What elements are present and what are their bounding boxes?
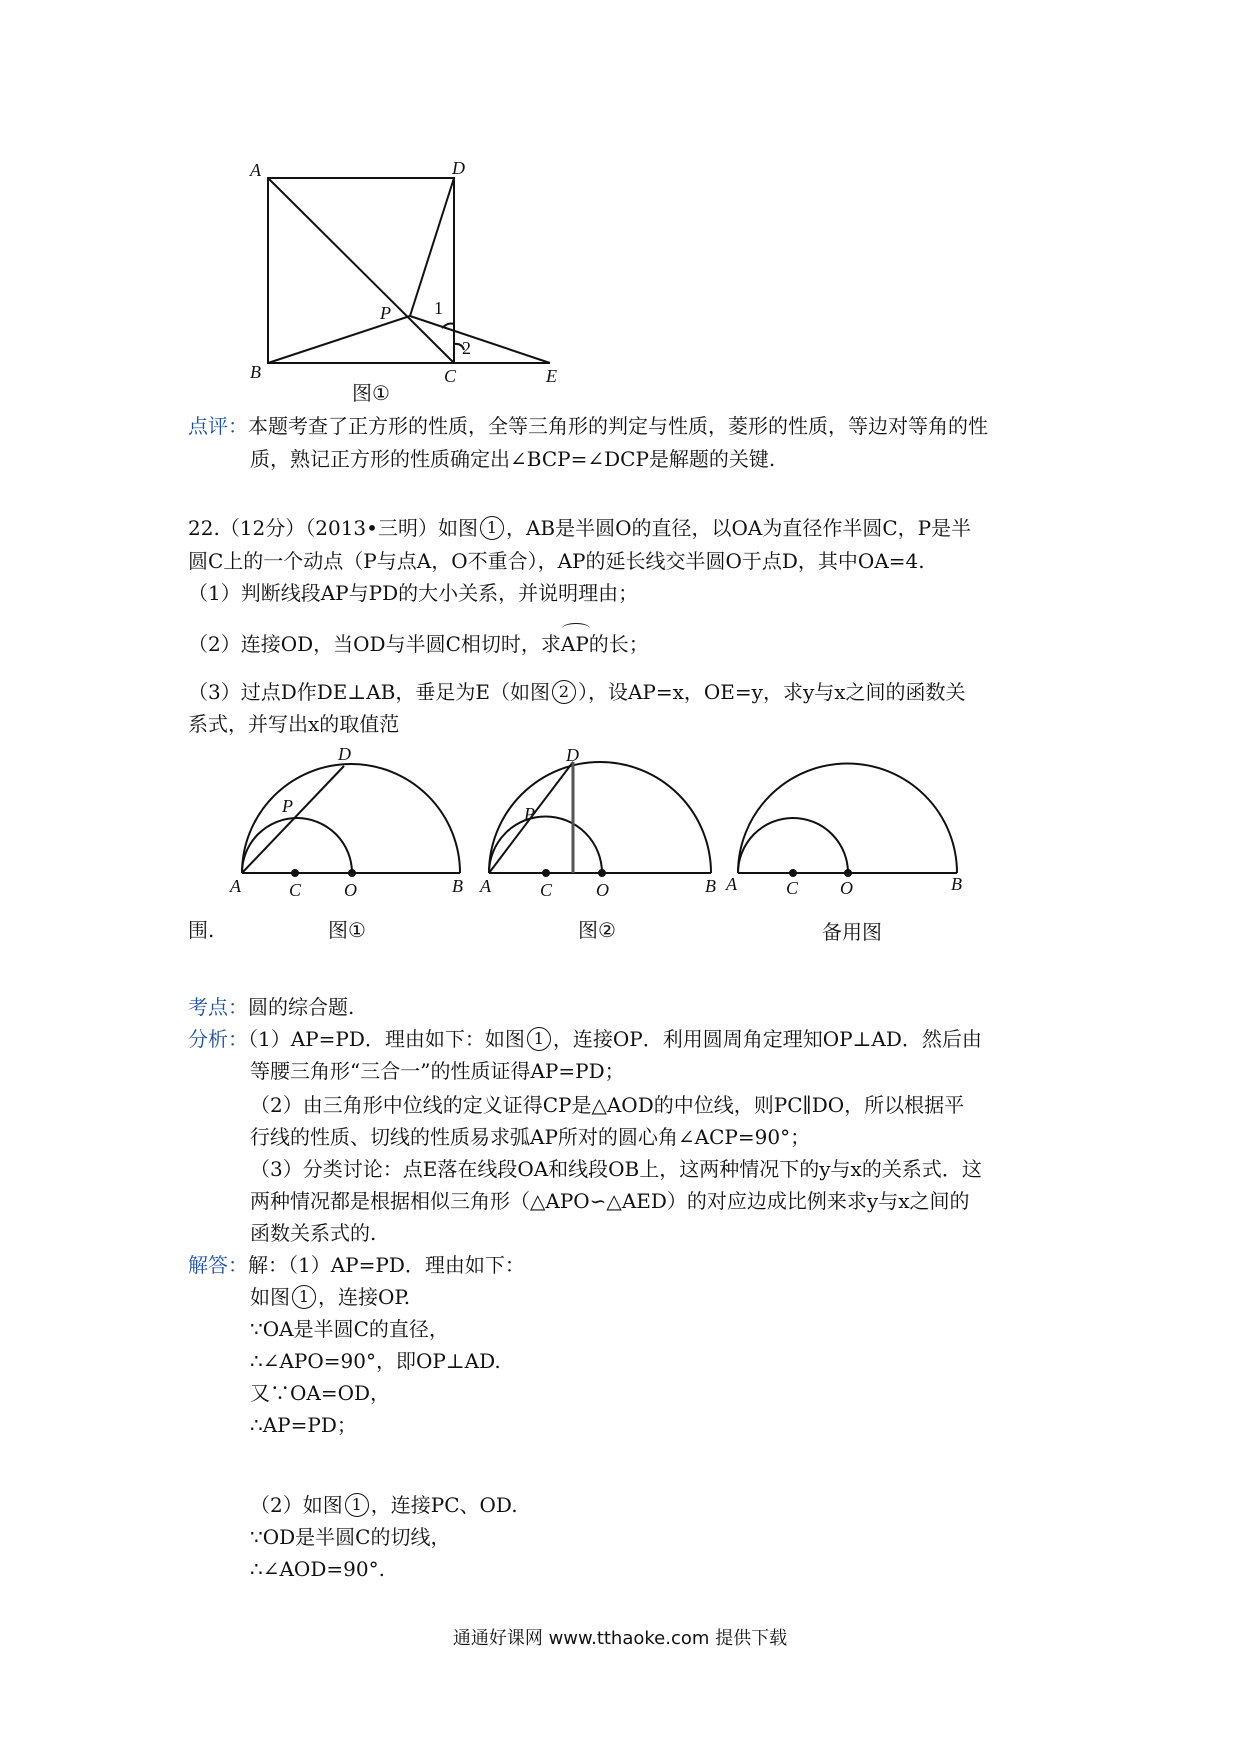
analysis-line-5: （3）分类讨论：点E落在线段OA和线段OB上，这两种情况下的y与x的关系式．这 [250, 1157, 982, 1181]
fig1-semicircle-o [242, 764, 460, 873]
fig3-label-o: O [840, 878, 853, 898]
solution-line-5: 又∵OA=OD， [250, 1381, 391, 1405]
point-label-c: C [444, 366, 457, 386]
circled-number: 1 [527, 1027, 551, 1051]
comment-text-1: 本题考查了正方形的性质，全等三角形的判定与性质，菱形的性质，等边对等角的性 [248, 414, 988, 438]
analysis-line-2: 等腰三角形“三合一”的性质证得AP=PD； [250, 1059, 625, 1083]
analysis-line-1 [188, 1024, 982, 1054]
fig2-label-c: C [540, 880, 553, 900]
problem-q3-line-2: 系式，并写出x的取值范 [188, 712, 400, 736]
solution-text-2b: ，连接OP. [318, 1285, 411, 1309]
fig1-segment-ad [242, 766, 344, 873]
circled-number: 1 [345, 1493, 369, 1517]
analysis-line-4: 行线的性质、切线的性质易求弧AP所对的圆心角∠ACP=90°； [250, 1125, 811, 1149]
comment-line-2: 质，熟记正方形的性质确定出∠BCP=∠DCP是解题的关键. [250, 447, 776, 471]
fig2-semicircle-c [489, 817, 602, 874]
fig3-point-c [789, 869, 797, 877]
fig3-semicircle-c [738, 818, 848, 873]
kaodian-label: 考点： [188, 995, 248, 1019]
fig1-point-c [291, 869, 299, 877]
kaodian-text: 圆的综合题. [248, 995, 355, 1019]
solution-text-1: 解：（1）AP=PD．理由如下： [248, 1253, 525, 1277]
comment-label: 点评： [188, 414, 248, 438]
angle-label-1: 1 [434, 298, 443, 318]
circled-number: 1 [480, 516, 504, 540]
kaodian-line [188, 992, 354, 1022]
fig2-point-c [542, 869, 550, 877]
point-label-a: A [250, 160, 261, 180]
fig1-point-o [348, 869, 356, 877]
problem-line-2: 圆C上的一个动点（P与点A，O不重合），AP的延长线交半圆O于点D，其中OA=4. [188, 549, 925, 573]
problem-text-1b: ，AB是半圆O的直径，以OA为直径作半圆C，P是半 [505, 516, 972, 540]
solution-line-9: ∴∠AOD=90°. [250, 1557, 385, 1581]
fig3-point-o [844, 869, 852, 877]
fig2-label-b: B [705, 876, 716, 896]
problem-q3-text-b: ），设AP=x，OE=y，求y与x之间的函数关 [577, 680, 966, 704]
fig2-point-o [598, 869, 606, 877]
fig1-label-a: A [230, 876, 241, 896]
problem-q3-text: （3）过点D作DE⊥AB，垂足为E（如图 [188, 680, 550, 704]
solution-line-8: ∵OD是半圆C的切线， [250, 1525, 451, 1549]
fig3-semicircle-o [738, 763, 957, 873]
fig1-label-d: D [338, 744, 351, 764]
analysis-line-7: 函数关系式的. [250, 1221, 377, 1245]
solution-line-1 [188, 1250, 525, 1280]
fig2-label-a: A [480, 876, 491, 896]
fig3-label-b: B [951, 874, 962, 894]
fig2-label-d: D [566, 745, 579, 765]
problem-q3-tail: 围. [188, 918, 215, 942]
point-label-e: E [546, 366, 557, 386]
analysis-line-3: （2）由三角形中位线的定义证得CP是△AOD的中位线，则PC∥DO，所以根据平 [250, 1093, 965, 1117]
solution-text-7b: ，连接PC、OD. [370, 1493, 518, 1517]
circled-number: 2 [552, 680, 576, 704]
analysis-line-6: 两种情况都是根据相似三角形（△APO∽△AED）的对应边成比例来求y与x之间的 [250, 1189, 970, 1213]
fig3-caption: 备用图 [822, 920, 882, 944]
solution-text-7a: （2）如图 [250, 1493, 343, 1517]
problem-q2-tail: 的长； [588, 632, 649, 656]
point-label-b: B [250, 362, 261, 382]
figure-caption-1: 图① [352, 381, 390, 405]
analysis-text-1a: （1）AP=PD．理由如下：如图 [248, 1027, 525, 1051]
circled-number: 1 [292, 1285, 316, 1309]
solution-line-2 [250, 1282, 410, 1312]
problem-text-1a: 22.（12分）（2013•三明）如图 [188, 516, 478, 540]
fig1-semicircle-c [242, 818, 352, 873]
solution-line-4: ∴∠APO=90°，即OP⊥AD. [250, 1349, 501, 1373]
solution-text-2a: 如图 [250, 1285, 290, 1309]
problem-q2-text: （2）连接OD，当OD与半圆C相切时，求 [188, 632, 561, 656]
fig1-caption: 图① [328, 918, 366, 942]
solution-line-6: ∴AP=PD； [250, 1413, 357, 1437]
solution-line-7 [250, 1490, 518, 1520]
fig3-label-a: A [726, 874, 737, 894]
fig3-label-c: C [786, 878, 799, 898]
fig2-caption: 图② [578, 918, 616, 942]
solution-line-3: ∵OA是半圆C的直径， [250, 1317, 449, 1341]
arc-ap-label: AP [560, 632, 589, 656]
page-footer: 通通好课网 www.tthaoke.com 提供下载 [452, 1628, 788, 1649]
solution-label: 解答： [188, 1253, 248, 1277]
point-label-p: P [380, 303, 391, 323]
analysis-text-1b: ，连接OP．利用圆周角定理知OP⊥AD．然后由 [552, 1027, 982, 1051]
fig1-label-c: C [289, 880, 302, 900]
fig2-label-p: P [524, 804, 535, 824]
fig1-label-o: O [344, 880, 357, 900]
problem-q1: （1）判断线段AP与PD的大小关系，并说明理由； [188, 581, 639, 605]
fig1-label-p: P [282, 796, 293, 816]
angle-label-2: 2 [462, 338, 471, 358]
fig2-label-o: O [596, 880, 609, 900]
point-label-d: D [452, 158, 465, 178]
analysis-label: 分析： [188, 1027, 248, 1051]
fig1-label-b: B [452, 876, 463, 896]
